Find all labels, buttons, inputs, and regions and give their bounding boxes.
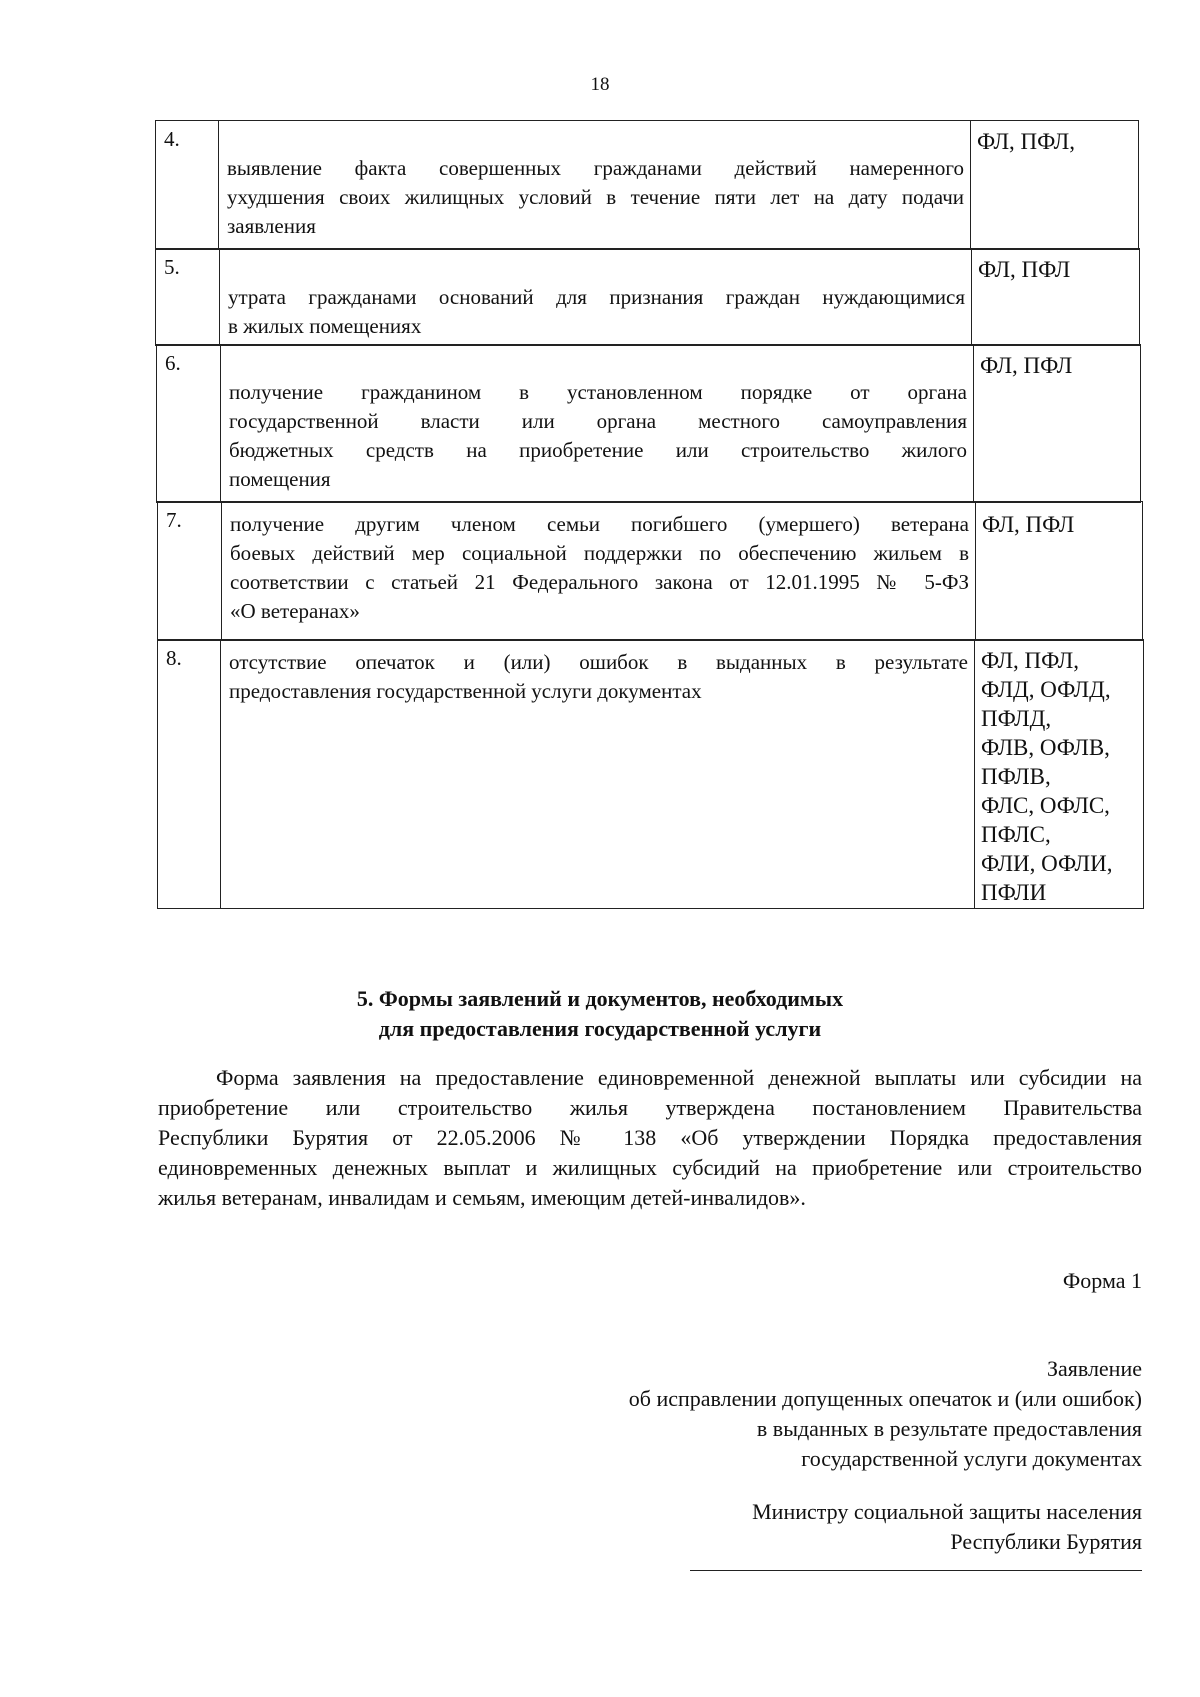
paragraph-line: единовременных денежных выплат и жилищных субсидий на приобретение или строительство [158,1155,1142,1180]
section-paragraph [158,1063,1142,1213]
code-line: ПФЛВ, [981,764,1051,789]
row-description [220,640,975,908]
text-line: ухудшения своих жилищных условий в течение пяти лет на дату подачи [227,185,964,209]
table-row [157,501,1143,641]
code-line: ФЛВ, ОФЛВ, [981,735,1110,760]
code-line: ПФЛС, [981,822,1051,847]
form-label: Форма 1 [1062,1268,1142,1293]
code-line: ФЛС, ОФЛС, [981,793,1110,818]
blank-fill-line [690,1570,1142,1571]
paragraph-line: Форма заявления на предоставление единовременной денежной выплаты или субсидии на [216,1065,1142,1090]
row-number: 7. [166,508,182,532]
text-line: отсутствие опечаток и (или) ошибок в выданных в результате [229,650,968,674]
code-line: ПФЛД, [981,706,1052,731]
section-title-line: 5. Формы заявлений и документов, необходимых [356,986,844,1011]
row-description [218,121,971,249]
text-line: боевых действий мер социальной поддержки по обеспечению жильем в [230,541,969,565]
code-line: ФЛ, ПФЛ [982,512,1075,537]
row-number: 6. [165,351,181,375]
code-line: ФЛ, ПФЛ, [977,129,1075,154]
code-line: ФЛ, ПФЛ, [981,648,1079,673]
table-row [157,639,1144,909]
form-title-line: государственной услуги документах [801,1446,1142,1471]
section-title-line: для предоставления государственной услуги [378,1016,822,1041]
row-description [221,502,976,640]
text-line: «О ветеранах» [230,599,360,623]
row-description [219,249,972,345]
text-line: соответствии с статьей 21 Федерального закона от 12.01.1995 № 5-ФЗ [230,570,969,594]
text-line: предоставления государственной услуги документах [229,679,702,703]
text-line: бюджетных средств на приобретение или строительство жилого [229,438,967,462]
paragraph-line: Республики Бурятия от 22.05.2006 № 138 «Об утверждении Порядка предоставления [158,1125,1142,1150]
code-line: ФЛИ, ОФЛИ, [981,851,1113,876]
text-line: заявления [227,214,316,238]
table-row [155,120,1139,250]
row-codes [971,121,1138,249]
form-title-line: об исправлении допущенных опечаток и (или ошибок) [628,1386,1142,1411]
addressee-line: Республики Бурятия [950,1529,1142,1554]
form-addressee [752,1497,1142,1557]
form-title-line: в выданных в результате предоставления [756,1416,1142,1441]
row-number: 8. [166,646,182,670]
table-row [156,344,1141,503]
text-line: получение гражданином в установленном порядке от органа [229,380,967,404]
section-title [0,984,1200,1044]
text-line: получение другим членом семьи погибшего (умершего) ветерана [230,512,969,536]
row-codes [976,502,1142,640]
text-line: утрата гражданами оснований для признания граждан нуждающимися [228,285,965,309]
form-title-line: Заявление [1046,1356,1142,1381]
code-line: ФЛ, ПФЛ [978,257,1071,282]
row-codes [975,640,1143,908]
code-line: ФЛД, ОФЛД, [981,677,1111,702]
paragraph-line: жилья ветеранам, инвалидам и семьям, имеющим детей-инвалидов». [158,1185,806,1210]
addressee-line: Министру социальной защиты населения [752,1499,1142,1524]
text-line: государственной власти или органа местного самоуправления [229,409,967,433]
row-number: 4. [164,127,180,151]
row-codes [972,249,1139,345]
form-title [629,1354,1142,1474]
text-line: в жилых помещениях [228,314,422,338]
paragraph-line: приобретение или строительство жилья утверждена постановлением Правительства [158,1095,1142,1120]
text-line: помещения [229,467,331,491]
page-number: 18 [590,74,610,95]
row-number: 5. [164,255,180,279]
code-line: ПФЛИ [981,880,1047,905]
table-row [155,248,1140,346]
row-codes [974,345,1140,502]
code-line: ФЛ, ПФЛ [980,353,1073,378]
row-description [220,345,974,502]
text-line: выявление факта совершенных гражданами действий намеренного [227,156,964,180]
